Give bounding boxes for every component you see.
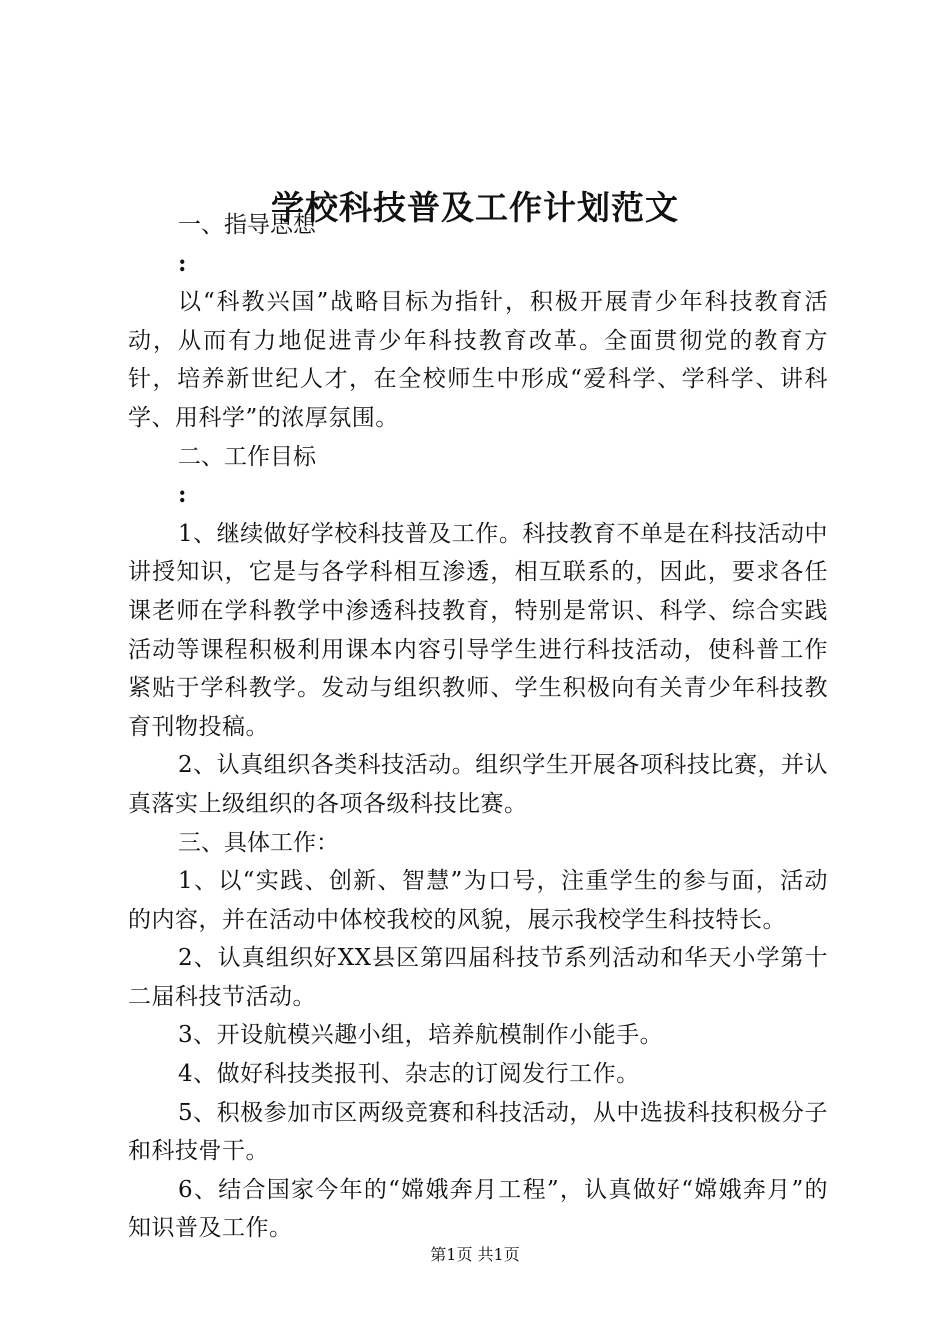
section-colon: : (178, 481, 187, 509)
document-title: 学校科技普及工作计划范文 (271, 188, 679, 227)
paragraph-work-2: 2、认真组织好XX县区第四届科技节系列活动和华天小学第十二届科技节活动。 (128, 945, 828, 1010)
paragraph-goal-1: 1、继续做好学校科技普及工作。科技教育不单是在科技活动中讲授知识，它是与各学科相互渗透，相互联系的，因此，要求各任课老师在学科教学中渗透科技教育，特别是常识、科学、综合实践活动等课程积极利用课本内容引导学生进行科技活动，使科普工作紧贴于学科教学。发动与组织教师、学生积极向有关青少年科技教育刊物投稿。 (128, 520, 828, 740)
page-footer: 第1页 共1页 (430, 1245, 520, 1264)
paragraph-work-5: 5、积极参加市区两级竞赛和科技活动，从中选拔科技积极分子和科技骨干。 (128, 1099, 828, 1165)
paragraph-work-4: 4、做好科技类报刊、杂志的订阅发行工作。 (178, 1061, 640, 1088)
document-body (128, 206, 828, 1248)
paragraph-work-1: 1、以“实践、创新、智慧”为口号，注重学生的参与面，活动的内容，并在活动中体校我校的风貌，展示我校学生科技特长。 (128, 868, 828, 933)
section-heading-work-goals: 二、工作目标 (178, 443, 316, 470)
paragraph-guiding-ideology: 以“科教兴国”战略目标为指针，积极开展青少年科技教育活动，从而有力地促进青少年科技教育改革。全面贯彻党的教育方针，培养新世纪人才，在全校师生中形成“爱科学、学科学、讲科学、用科学”的浓厚氛围。 (128, 289, 828, 431)
paragraph-work-6: 6、结合国家今年的“嫦娥奔月工程”，认真做好“嫦娥奔月”的知识普及工作。 (128, 1176, 828, 1242)
paragraph-work-3: 3、开设航模兴趣小组，培养航模制作小能手。 (178, 1022, 664, 1049)
section-heading-guiding-ideology: 一、指导思想 (178, 212, 316, 238)
section-heading-specific-work: 三、具体工作： (178, 829, 339, 856)
section-colon: : (178, 249, 187, 277)
paragraph-goal-2: 2、认真组织各类科技活动。组织学生开展各项科技比赛，并认真落实上级组织的各项各级科技比赛。 (128, 752, 828, 817)
